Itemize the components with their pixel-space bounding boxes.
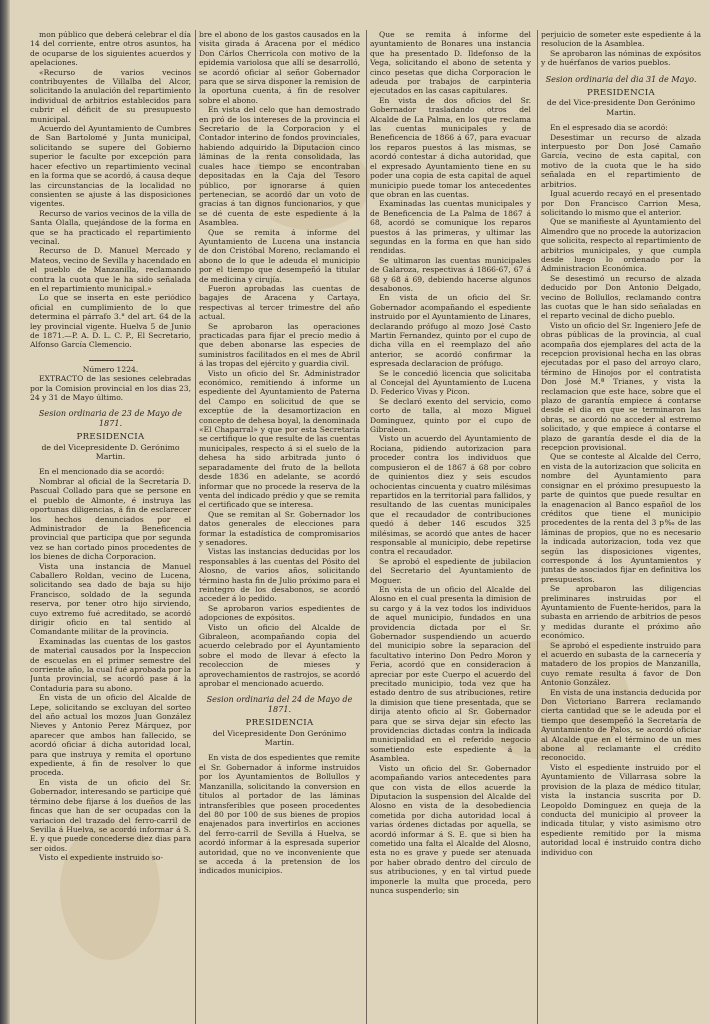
text-column-2 — [199, 30, 360, 1022]
item-number: Número 1224. — [82, 364, 139, 374]
paragraph: Visto el expediente instruido so- — [39, 853, 163, 863]
paragraph: Lo que se inserta en este periódico oficial en cumplimiento de lo que determina el párrafo 3.° del art. 64 de la ley provincial vigente. Huelva 5 de Junio de 1871.—P. A. D. L. C. P., El Secretario, Alfonso García Clemencio. — [30, 293, 191, 350]
paragraph-continued: perjuicio de someter este espediente á la resolucion de la Asamblea. — [541, 30, 701, 49]
paragraph: Que se remita á informe del Ayuntamiento de Lucena una instancia de don Cristóbal Moreno, reclamando el abono de lo que le adeuda el municipio por el tiempo que desempeñó la titular de medicina y cirujía. — [199, 227, 360, 284]
text-column-1 — [30, 30, 191, 1022]
paragraph: Visto un oficio del Sr. Ingeniero Jefe de obras públicas de la provincia, al cual acompaña dos ejemplares del acta de la recepcion provisional hecha en las obras ejecutadas por el paso del arroyo claro, término de Hinojos por el contratista Don José M.ª Trianes, y vista la reclamacion que este hace, sobre que el plazo de garantía empiece á contarse desde el dia en que se terminaron las obras, se acordó no acceder al estremo solicitado, y que empiece á contarse el plazo de garantía desde el dia de la recepcion provisional. — [541, 320, 701, 453]
presidency-heading: PRESIDENCIA — [587, 88, 655, 99]
paragraph: Desestimar un recurso de alzada interpuesto por Don José Camaño García, vecino de esta capital, con motivo de la cuota que le ha sido señalada en el repartimiento de arbitrios. — [541, 132, 701, 189]
paragraph: Se aprobaron varios espedientes de adopciones de expósitos. — [199, 603, 360, 623]
session-heading: Sesion ordinaria del dia 31 de Mayo. — [545, 73, 697, 84]
paragraph: En vista del celo que han demostrado en pró de los intereses de la provincia el Secretario de la Corporacion y el Contador interino de fondos provinciales, habiendo adquirido la Diputacion cinco láminas de la renta consolidada, las cuales hace tiempo se encontraban depositadas en la Caja del Tesoro público, por ignorarse á quien pertenecian, se acordó dar un voto de gracias á tan dignos funcionarios, y que se dé cuenta de este espediente á la Asamblea. — [199, 105, 360, 228]
paragraph: Visto el espediente instruido por el Ayuntamiento de Villarrasa sobre la provision de la plaza de médico titular, vista la instancia suscrita por D. Leopoldo Dominguez en queja de la conducta del municipio al proveer la indicada titular, y visto asimismo otro espediente remitido por la misma autoridad local é instruido contra dicho individuo con — [541, 762, 701, 857]
paragraph: Se aprobó el espediente instruido para el acuerdo en subasta de la carnecería y matadero de los propios de Manzanilla, cuyo remate resulta á favor de Don Antonio González. — [541, 640, 701, 688]
presidency-name: de del Vicepresidente D. Gerónimo Martin. — [41, 442, 180, 462]
paragraph: Se le concedió licencia que solicitaba al Concejal del Ayuntamiento de Lucena D. Federico Vivas y Picon. — [370, 368, 531, 397]
paragraph: «Recurso de varios vecinos contribuyentes de Villalba del Alcor, solicitando la anulación del repartimiento individual de arbitrios establecidos para cubrir el déficit de su presupuesto municipal. — [30, 67, 191, 124]
paragraph: Se declaró exento del servicio, como corto de talla, al mozo Miguel Dominguez, quinto por el cupo de Gibraleon. — [370, 396, 531, 435]
section-divider — [89, 360, 133, 361]
paragraph: En vista de dos espedientes que remite el Sr. Gobernador á informe instruidos por los Ayuntamientos de Bollullos y Manzanilla, solicitando la conversion en títulos al portador de las láminas intransferibles que poseen procedentes del 80 por 100 de sus bienes de propios enajenados para invertirlos en acciones del ferro-carril de Sevilla á Huelva, se acordó informar á la espresada superior autoridad, que no ve inconveniente que se acceda á la pretension de los indicados municipios. — [199, 753, 360, 876]
paragraph: Vista una instancia de Manuel Caballero Roldan, vecino de Lucena, solicitando sea dado de baja su hijo Francisco, soldado de la segunda reserva, por tener otro hijo sirviendo, cuyo extremo fué acreditado, se acordó dirigir oficio en tal sentido al Comandante militar de la provincia. — [30, 561, 191, 637]
presidency-heading: PRESIDENCIA — [76, 432, 145, 443]
text-column-4 — [541, 30, 701, 1022]
paragraph: Que se remita á informe del ayuntamiento de Bonares una instancia que ha presentado D. Ildefonso de la Vega, solicitando el abono de setenta y cinco pesetas que dicha Corporacion le adeuda por trabajos de carpinteria ejecutados en las casas capitulares. — [370, 30, 531, 96]
paragraph: Se aprobaron las operaciones practicadas para fijar el precio medio á que deben abonarse las especies de suministros facilitados en el mes de Abril á las tropas del ejército y guardia civil. — [199, 321, 360, 369]
paragraph-continued: bre el abono de los gastos causados en la visita girada á Aracena por el médico Don Cárlos Cherricola con motivo de la epidemia variolosa que allí se desarrolló, se acordó oficiar al señor Gobernador para que se sirva disponer la remision de la oportuna cuenta, á fin de resolver sobre el abono. — [199, 30, 360, 105]
column-rule — [537, 30, 538, 1024]
paragraph: En el espresado dia se acordó: — [550, 123, 668, 133]
session-heading: Sesion ordinaria del 24 de Mayo de 1871. — [206, 694, 353, 714]
paragraph: mon público que deberá celebrar el día 14 del corriente, entre otros asuntos, ha de ocuparse de los siguientes acuerdos y apelaciones. — [30, 30, 191, 68]
presidency-name: de del Vice-presidente Don Gerónimo Martin. — [546, 98, 696, 117]
column-rule — [366, 30, 367, 1024]
paragraph: Visto un oficio del Sr. Administrador económico, remitiendo á informe un espediente del Ayuntamiento de Paterna del Campo en solicitud de que se exceptúe de la desamortizacion en concepto de dehesa boyal, la denominada «El Chaparral» y que por esta Secretaría se certifique lo que resulte de las cuentas municipales, respecto á si el suelo de la dehesa ha sido arbitrada junto ó separadamente del fruto de la bellota desde 1836 en adelante, se acordó informar que no procede la reserva de la venta del indicado prédio y que se remita el certificado que se interesa. — [199, 368, 360, 510]
session-heading: Sesion ordinaria de 23 de Mayo de 1871. — [38, 408, 183, 428]
paragraph: En vista de un oficio del Alcalde del Alosno en el cual presenta la dimision de su cargo y á la vez todos los individuos de aquel municipio, fundados en una providencia dictada por el Sr. Gobernador suspendiendo un acuerdo del municipio sobre la separacion del facultativo interino Don Pedro Moron y Feria, acordó que en consideracion á apreciar por este Cuerpo el acuerdo del precitado municipio, toda vez que ha estado dentro de sus atribuciones, retire la dimision que tiene presentada, que se dirija atento oficio al Sr. Gobernador para que se sirva dejar sin efecto las providencias dictadas contra la indicada municipalidad en el referido negocio sometiendo este espediente á la Asamblea. — [370, 584, 531, 764]
paragraph: Que se conteste al Alcalde del Cerro, en vista de la autorizacion que solicita en nombre del Ayuntamiento para consignar en el próximo presupuesto la parte de quintos que puede resultar en la enagenacion al Banco español de los créditos que tiene el municipio procedentes de la renta del 3 p‰ de las láminas de propios, que no es necesario la indicada autorizacion, toda vez que según las disposiciones vigentes, corresponde á los Ayuntamientos y juntas de asociados fijar en definitiva los presupuestos. — [541, 452, 701, 584]
text-column-3 — [370, 30, 531, 1022]
paragraph: Recurso de D. Manuel Mercado y Mateos, vecino de Sevilla y hacendado en el pueblo de Manzanilla, reclamando contra la cuota que le ha sido señalada en el repartimiento municipal.» — [30, 246, 191, 293]
paragraph: Acuerdo del Ayuntamiento de Cumbres de San Bartolomé y Junta municipal, solicitando se supere del Gobierno superior le faculte por excepción para hacer efectivo un repartimiento vecinal en la forma que se acordó, á causa deque las circunstancias de la localidad no consienten se ajuste á las disposiciones vigentes. — [30, 124, 191, 209]
paragraph: En vista de una instancia deducida por Don Victoriano Barrera reclamando cierta cantidad que se le adeuda por el tiempo que desempeñó la Secretaría de Ayuntamiento de Palos, se acordó oficiar al Alcalde que en el término de un mes abone al reclamante el crédito reconocido. — [541, 687, 701, 763]
paragraph: Recurso de varios vecinos de la villa de Santa Olalla, quejándose de la forma en que se ha practicado el repartimiento vecinal. — [30, 208, 191, 246]
paragraph: Visto un oficio del Sr. Gobernador acompañando varios antecedentes para que con vista de ellos acuerde la Diputacion la suspension del Alcalde del Alosno en vista de la desobediencia cometida por dicha autoridad local á varias órdenes dictadas por aquella, se acordó informar á S. E. que si bien ha cometido una falta el Alcalde del Alosno, esta no es grave y puede ser atenuada por haber obrado dentro del círculo de sus atribuciones, y en tal virtud puede imponerle la multa que proceda, pero nunca suspenderlo; sin — [370, 763, 531, 895]
paragraph: Visto un acuerdo del Ayuntamiento de Rociana, pidiendo autorizacion para proceder contra los individuos que compusieron el de 1867 á 68 por cobro de quinientos diez y seis escudos ochocientas cincuenta y cuatro milésimas repartidos en la territorial para fallidos, y resultando de las cuentas municipales que el recaudador de contribuciones quedó á deber 146 escudos 325 milésimas, se acordó que antes de hacer responsable al municipio, debe repetirse contra el recaudador. — [370, 434, 531, 557]
paragraph: Vistas las instancias deducidas por los responsables á las cuentas del Pósito del Alosno, de varios años, solicitando término hasta fin de Julio próximo para el reintegro de los desabonos, se acordó acceder á lo pedido. — [199, 547, 360, 604]
paragraph: En vista de un oficio del Alcalde de Lepe, solicitando se excluyan del sorteo del año actual los mozos Juan González Nieves y Antonio Perez Márquez, por aparecer que ambos han fallecido, se acordó oficiar á dicha autoridad local, para que instruya y remita el oportuno expediente, á fin de resolver lo que proceda. — [30, 693, 191, 778]
paragraph: Que se manifieste al Ayuntamiento del Almendro que no procede la autorizacion que solicita, respecto al repartimiento de arbitrios municipales, y que cumpla desde luego lo ordenado por la Administracion Económica. — [541, 217, 701, 274]
paragraph: Que se remitan al Sr. Gobernador los datos generales de elecciones para formar la estadística de compromisarios y senadores. — [199, 509, 360, 547]
paragraph: Se aprobó el espediente de jubilacion del Secretario del Ayuntamiento de Moguer. — [370, 556, 531, 585]
paragraph: Se aprobaron las diligencias preliminares instruidas por el Ayuntamiento de Fuente-heridos, para la subasta en arriendo de arbitrios de pesos y medidas durante el próximo año económico. — [541, 584, 701, 641]
paragraph: En vista de dos oficios del Sr. Gobernador trasladando otros del Alcalde de La Palma, en los que reclama las cuentas municipales y de Beneficencia de 1866 á 67, para evacuar los reparos puestos á las mismas, se acordó contestar á dicha autoridad, que el expresado Ayuntamiento tiene en su poder una copia de esta capital de aquel municipio puede tomar los antecedentes que obran en las cuentas. — [370, 95, 531, 199]
paragraph: Se aprobaron las nóminas de expósitos y de huérfanos de varios pueblos. — [541, 48, 701, 68]
paragraph: Se desestimó un recurso de alzada deducido por Don Antonio Delgado, vecino de Bollullos, reclamando contra las cuotas que le han sido señaladas en el reparto vecinal de dicho pueblo. — [541, 273, 701, 321]
paragraph: Se ultimaron las cuentas municipales de Galaroza, respectivas á 1866-67, 67 á 68 y 68 á 69, debiendo hacerse algunos desabonos. — [370, 255, 531, 293]
presidency-name: del Vicepresidente Don Gerónimo Martin. — [212, 728, 347, 748]
paragraph: Fueron aprobadas las cuentas de bagajes de Aracena y Cartaya, respectivas al tercer trimestre del año actual. — [199, 283, 360, 322]
paragraph: Igual acuerdo recayó en el presentado por Don Francisco Carrion Mesa, solicitando lo mismo que el anterior. — [541, 189, 701, 217]
paragraph: En vista de un oficio del Sr. Gobernador, interesando se participe qué término debe fijarse á los dueños de las fincas que han de ser ocupadas con la variacion del trazado del ferro-carril de Sevilla á Huelva, se acordó informar á S. E. y que puede concederse diez dias para ser oidos. — [30, 777, 191, 853]
presidency-heading: PRESIDENCIA — [245, 718, 314, 729]
paragraph: En el mencionado dia se acordó: — [39, 467, 165, 477]
column-rule — [195, 30, 196, 1024]
paragraph: Examinadas las cuentas municipales y de Beneficencia de La Palma de 1867 á 68, acordó se comunique los reparos puestos á las primeras, y ultimar las segundas en la forma en que han sido rendidas. — [370, 199, 531, 256]
paragraph: En vista de un oficio del Sr. Gobernador acompañando el espediente instruido por el Ayuntamiento de Linares, declarando prófugo al mozo José Casto Martin Fernandez, quinto por el cupo de dicha villa en el reemplazo del año anterior, se acordó confirmar la espresada declaracion de prófugo. — [370, 293, 531, 369]
page-spine-shadow — [0, 0, 10, 1024]
paragraph: Nombrar al oficial de la Secretaría D. Pascual Collado para que se persone en el pueblo de Almonte, é instruya las oportunas diligencias, á fin de esclarecer los hechos denunciados por el Administrador de la Beneficencia provincial que participa que por segunda vez se han cortado pinos procedentes de los bienes de dicha Corporacion. — [30, 476, 191, 562]
paragraph: Examinadas las cuentas de los gastos de material causados por la Inspeccion de escuelas en el primer semestre del corriente año, la cual fué aprobada por la Junta provincial, se acordó pase á la Contaduria para su abono. — [30, 636, 191, 693]
paragraph: Visto un oficio del Alcalde de Gibraleon, acompañando copia del acuerdo celebrado por el Ayuntamiento sobre el modo de llevar á efecto la recoleccion de mieses y aprovechamientos de rastrojos, se acordó aprobar el mencionado acuerdo. — [199, 622, 360, 689]
paragraph: EXTRACTO de las sesiones celebradas por la Comision provincial en los dias 23, 24 y 31 de Mayo último. — [30, 374, 191, 403]
